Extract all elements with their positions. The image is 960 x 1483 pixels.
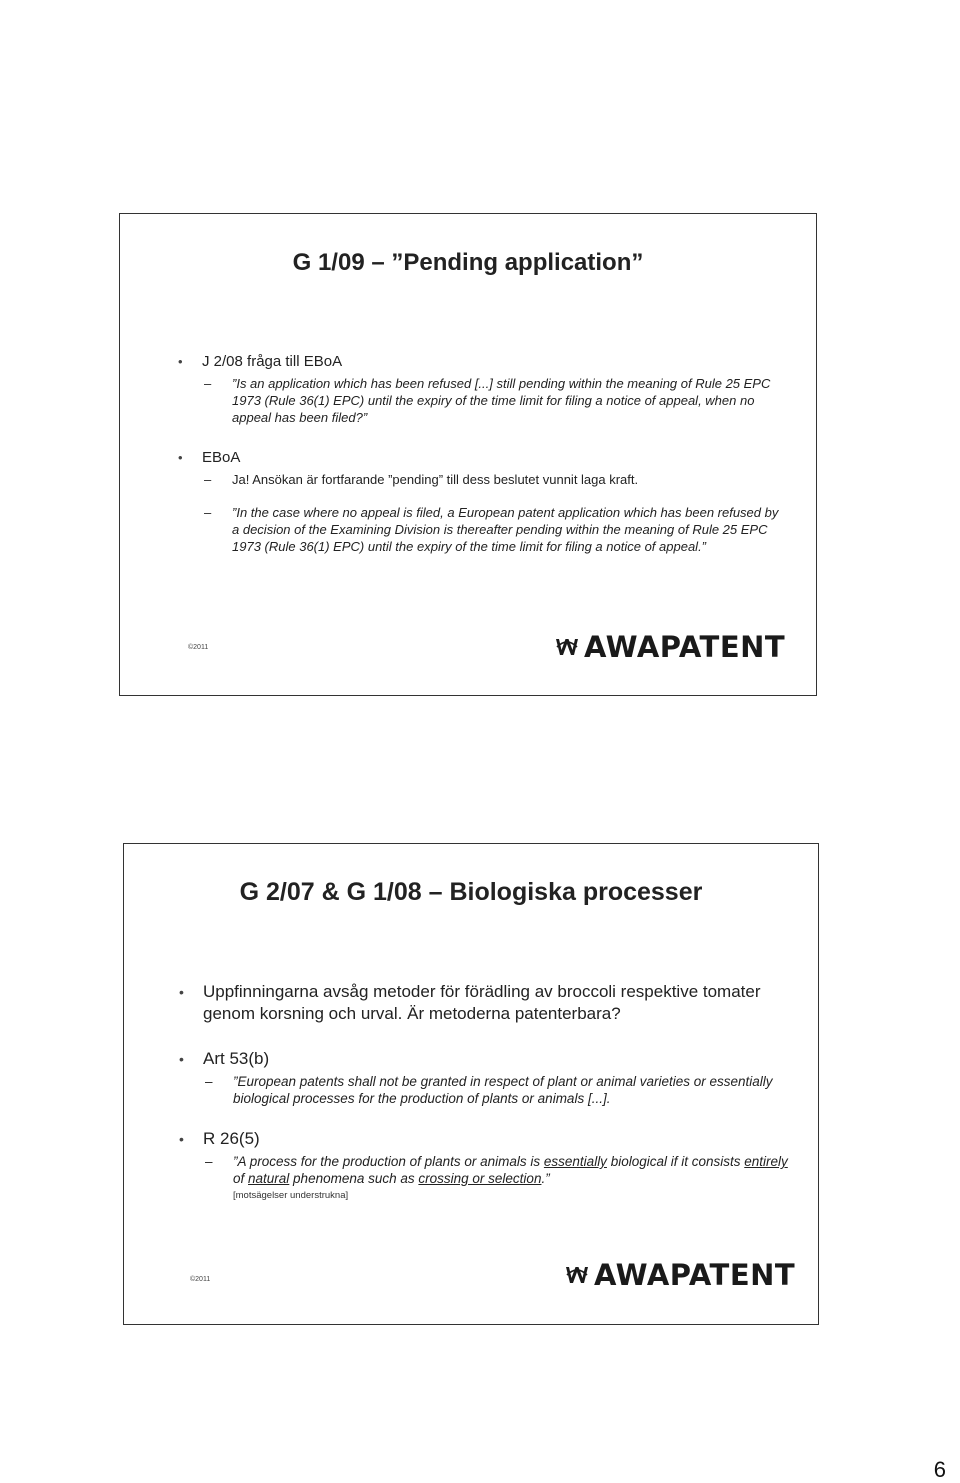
slide-2-title: G 2/07 & G 1/08 – Biologiska processer <box>239 878 703 906</box>
bullet-head: • J 2/08 fråga till EBoA <box>178 352 786 372</box>
quote-part: biological if it consists <box>606 1154 745 1169</box>
bullet-head: • R 26(5) <box>179 1128 790 1150</box>
quote-part: of <box>233 1171 249 1186</box>
copyright: ©2011 <box>190 1276 211 1283</box>
bullet-j208 <box>178 352 786 426</box>
bullet-head: • EBoA <box>178 448 786 468</box>
slide-1 <box>119 213 817 696</box>
answer-text: – Ja! Ansökan är fortfarande ”pending” till dess beslutet vunnit laga kraft. <box>178 471 786 488</box>
quote-part: .” <box>541 1171 550 1186</box>
awapatent-logo <box>564 1258 795 1292</box>
underline-note: [motsägelser understrukna] <box>233 1190 349 1201</box>
underlined-word: natural <box>248 1171 290 1186</box>
slide-2 <box>123 843 819 1325</box>
underlined-word: entirely <box>744 1154 788 1169</box>
bullet-r265 <box>179 1128 790 1204</box>
awapatent-logo <box>554 630 785 664</box>
bullet-art53b <box>179 1048 790 1107</box>
underlined-word: essentially <box>543 1154 607 1169</box>
quote-art53b: – ”European patents shall not be granted in respect of plant or animal varieties or essentially biological processes for the production of plants or animals [...]. <box>179 1073 790 1107</box>
bullet-head: • Uppfinningarna avsåg metoder för förädling av broccoli respektive tomater genom korsning och urval. Är metoderna patenterbara? <box>179 981 790 1025</box>
awapatent-mark-icon <box>564 1264 590 1286</box>
quote-answer: – ”In the case where no appeal is filed, a European patent application which has been refused by a decision of the Examining Division is thereafter pending within the meaning of Rule 25 EPC 1973 (Rule 36(1) EPC) until the expiry of the time limit for filing a notice of appeal.” <box>178 504 786 555</box>
bullet-head: • Art 53(b) <box>179 1048 790 1070</box>
quote-question: – ”Is an application which has been refused [...] still pending within the meaning of Rule 25 EPC 1973 (Rule 36(1) EPC) until the expiry of the time limit for filing a notice of appeal, when no appeal has been filed?” <box>178 375 786 426</box>
quote-r265 <box>179 1153 790 1204</box>
slide-1-title: G 1/09 – ”Pending application” <box>292 249 644 276</box>
logo-text: AWAPATENT <box>594 1258 796 1292</box>
bullet-inventions <box>179 981 790 1025</box>
page-number: 6 <box>933 1457 946 1482</box>
quote-part: ”A process for the production of plants or animals is <box>233 1154 544 1169</box>
awapatent-mark-icon <box>554 636 580 658</box>
bullet-eboa <box>178 448 786 555</box>
copyright: ©2011 <box>188 644 209 651</box>
quote-part: phenomena such as <box>289 1171 419 1186</box>
logo-text: AWAPATENT <box>584 630 786 664</box>
underlined-word: crossing or selection <box>418 1171 542 1186</box>
